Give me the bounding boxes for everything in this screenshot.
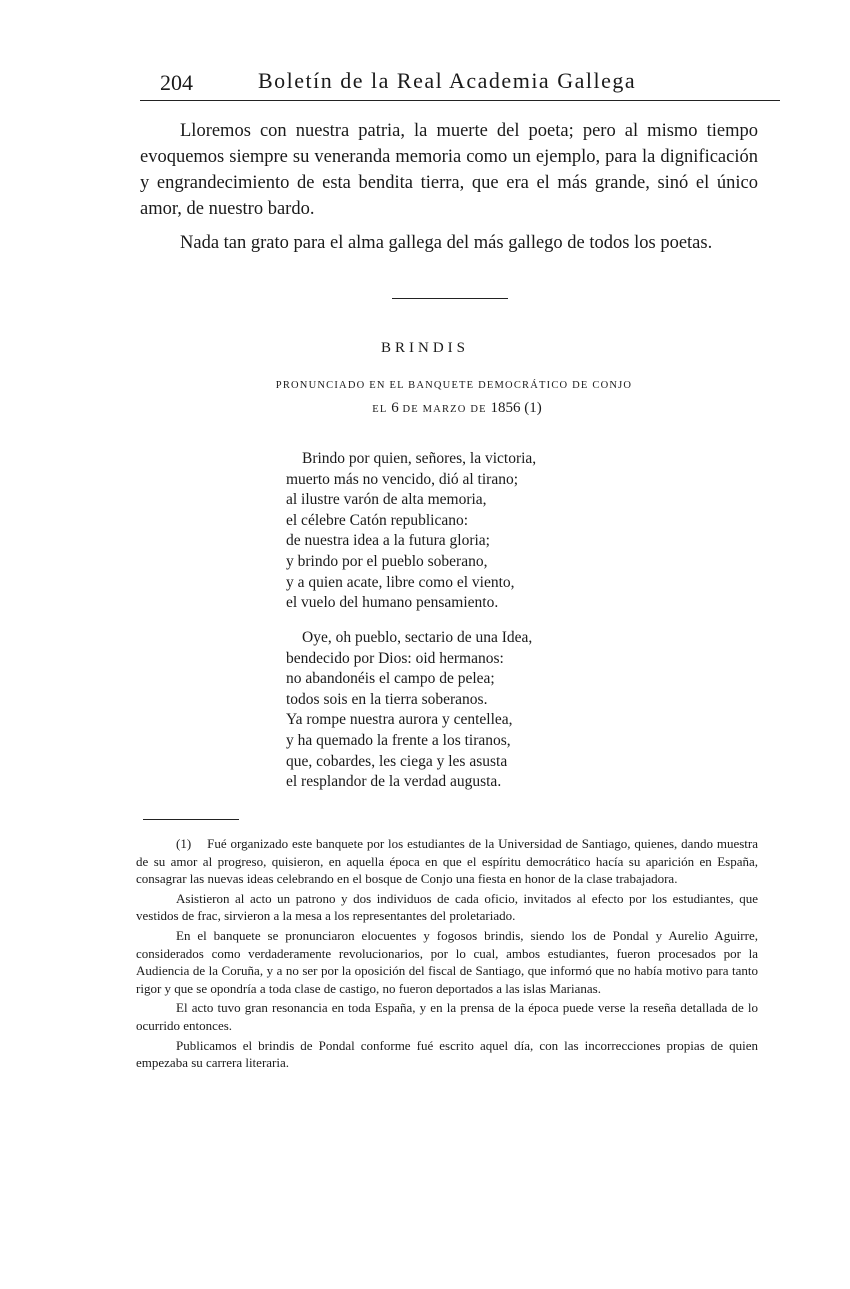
poem-line: Brindo por quien, señores, la victoria, xyxy=(302,450,537,467)
footnote-text: Fué organizado este banquete por los estudiantes de la Universidad de Santiago, quienes, dando muestra de su amor al progreso, quisieron, en aquella época en que el espíritu democrático hacía su aparición en España, consagrar las nuevas ideas celebrando en el bosque de Conjo una fiesta en honor de la clase trabajadora. xyxy=(136,836,758,887)
date-year: 1856 xyxy=(490,400,521,416)
poem-line: no abandonéis el campo de pelea; xyxy=(286,670,495,688)
date-de: DE xyxy=(402,404,419,415)
footnote-rule xyxy=(143,819,239,820)
header-rule xyxy=(140,100,780,101)
date-de: DE xyxy=(470,404,487,415)
intro-paragraph: Nada tan grato para el alma gallega del más gallego de todos los poetas. xyxy=(180,233,713,253)
page-number: 204 xyxy=(160,70,193,95)
footnote-paragraph: En el banquete se pronunciaron elocuentes y fogosos brindis, siendo los de Pondal y Aurelio Aguirre, considerados como verdaderamente revolucionarios, por lo cual, ambos estudiantes, fueron procesados por la Audiencia de la Coruña, y a no ser por la oposición del fiscal de Santiago, que informó que no había motivo para tanto rigor y que se opondría a toda clase de castigo, no fueron deportados a las islas Marianas. xyxy=(136,927,758,996)
poem-title: BRINDIS xyxy=(380,340,469,356)
poem-line: de nuestra idea a la futura gloria; xyxy=(286,532,490,550)
poem-line: que, cobardes, les ciega y les asusta xyxy=(286,752,508,770)
running-header xyxy=(160,68,780,98)
footnote-paragraph: Asistieron al acto un patrono y dos individuos de cada oficio, invitados al efecto por los estudiantes, que vestidos de frac, sirvieron a la mesa a los representantes del proletariado. xyxy=(136,890,758,924)
poem-stanza-1 xyxy=(286,449,616,614)
intro-paragraph: Lloremos con nuestra patria, la muerte del poeta; pero al mismo tiempo evoquemos siempre su veneranda memoria como un ejemplo, para la dignificación y engrandecimiento de esta bendita tierra, que era el más grande, sinó el único amor, de nuestro bardo. xyxy=(140,121,758,219)
poem-line: Ya rompe nuestra aurora y centellea, xyxy=(286,711,513,729)
footnote-paragraph: Publicamos el brindis de Pondal conforme fué escrito aquel día, con las incorrecciones propias de quien empezaba su carrera literaria. xyxy=(136,1037,758,1071)
poem-line: muerto más no vencido, dió al tirano; xyxy=(286,470,519,488)
intro-text xyxy=(140,118,758,256)
poem-line: Oye, oh pueblo, sectario de una Idea, xyxy=(302,629,533,646)
poem-stanza-2 xyxy=(286,628,616,793)
footnotes xyxy=(136,835,758,1072)
footnote-marker: (1) xyxy=(176,836,192,851)
poem-line: al ilustre varón de alta memoria, xyxy=(286,491,487,509)
section-divider xyxy=(392,298,508,299)
poem-line: el resplandor de la verdad augusta. xyxy=(286,773,502,791)
poem-line: todos sois en la tierra soberanos. xyxy=(286,690,488,708)
date-day: 6 xyxy=(391,400,399,416)
poem-line: bendecido por Dios: oid hermanos: xyxy=(286,649,504,667)
poem-line: y brindo por el pueblo soberano, xyxy=(286,552,488,570)
footnote-paragraph: El acto tuvo gran resonancia en toda España, y en la prensa de la época puede verse la reseña detallada de lo ocurrido entonces. xyxy=(136,1000,758,1033)
poem-subtitle: PRONUNCIADO EN EL BANQUETE DEMOCRÁTICO DE CONJO xyxy=(275,380,633,391)
poem-line: y ha quemado la frente a los tiranos, xyxy=(286,731,511,749)
journal-title: Boletín de la Real Academia Gallega xyxy=(258,68,637,93)
footnote-ref: (1) xyxy=(524,400,542,416)
poem-line: el célebre Catón republicano: xyxy=(286,511,469,529)
poem-line: y a quien acate, libre como el viento, xyxy=(286,573,515,591)
date-month: MARZO xyxy=(422,404,467,415)
footnote-paragraph xyxy=(136,835,758,888)
poem-date xyxy=(0,400,850,417)
date-el: EL xyxy=(372,404,388,415)
poem-line: el vuelo del humano pensamiento. xyxy=(286,594,499,612)
